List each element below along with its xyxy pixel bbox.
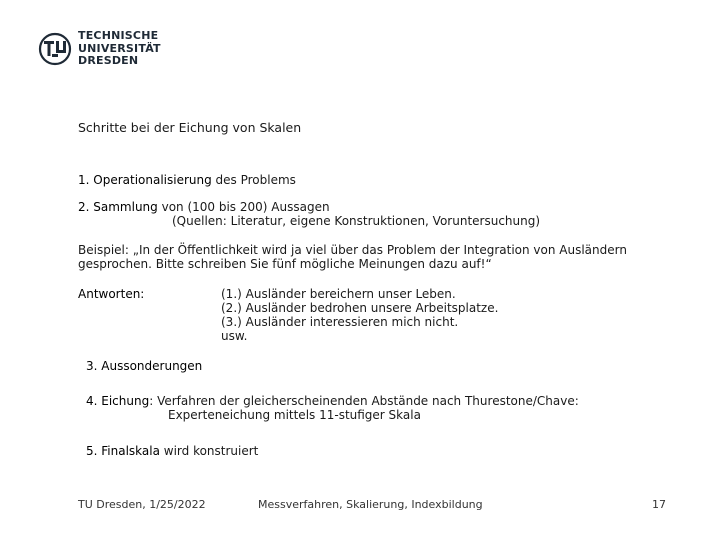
step-2-text: von (100 bis 200) Aussagen <box>157 200 330 214</box>
step-1-text: des Problems <box>211 173 296 187</box>
step-5-text: wird konstruiert <box>159 444 259 458</box>
step-4-sub: Experteneichung mittels 11-stufiger Skala <box>168 408 421 422</box>
step-2 <box>78 200 330 214</box>
answer-item: (2.) Ausländer bedrohen unsere Arbeitsplatze. <box>221 301 499 315</box>
footer-date: TU Dresden, 1/25/2022 <box>78 498 206 511</box>
step-1 <box>78 173 296 187</box>
logo-line-2: UNIVERSITÄT <box>78 41 161 55</box>
step-3-label: 3. Aussonderungen <box>86 359 203 373</box>
step-5 <box>86 444 258 458</box>
step-2-label: 2. Sammlung <box>78 200 158 214</box>
answer-item: (3.) Ausländer interessieren mich nicht. <box>221 315 459 329</box>
logo-wordmark <box>78 30 161 68</box>
answer-item: (1.) Ausländer bereichern unser Leben. <box>221 287 456 301</box>
step-3 <box>86 359 202 373</box>
logo-line-1: TECHNISCHE <box>78 29 159 42</box>
answer-item: usw. <box>221 329 248 343</box>
footer-topic: Messverfahren, Skalierung, Indexbildung <box>258 498 483 511</box>
answers-list <box>221 287 498 343</box>
step-4-label: 4. Eichung <box>86 394 150 408</box>
slide-title: Schritte bei der Eichung von Skalen <box>78 120 302 135</box>
page-number: 17 <box>652 498 666 511</box>
example-line-1: Beispiel: „In der Öffentlichkeit wird ja viel über das Problem der Integration von Ausländern <box>78 243 627 257</box>
tu-dresden-logo <box>38 30 218 74</box>
step-4 <box>86 394 579 408</box>
tu-logo-icon <box>38 32 72 66</box>
answers-label: Antworten: <box>78 287 145 301</box>
step-5-label: 5. Finalskala <box>86 444 160 458</box>
example-line-2: gesprochen. Bitte schreiben Sie fünf mögliche Meinungen dazu auf!“ <box>78 257 492 271</box>
step-2-sub: (Quellen: Literatur, eigene Konstruktionen, Voruntersuchung) <box>172 214 541 228</box>
logo-line-3: DRESDEN <box>78 54 139 67</box>
step-1-label: 1. Operationalisierung <box>78 173 212 187</box>
step-4-text: : Verfahren der gleicherscheinenden Abstände nach Thurestone/Chave: <box>149 394 579 408</box>
